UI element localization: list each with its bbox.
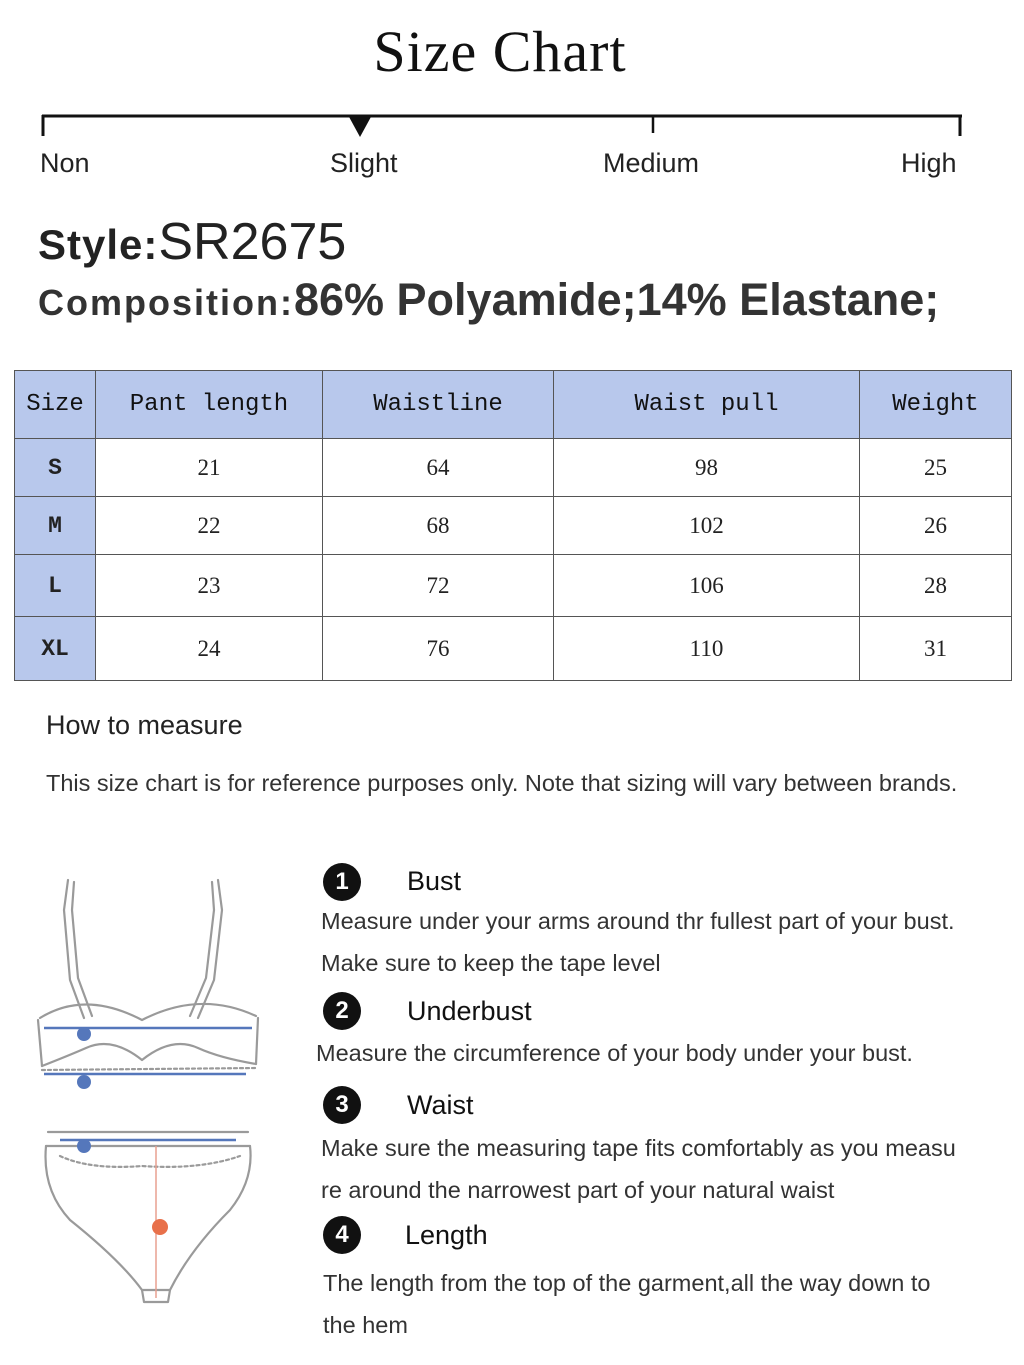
table-cell: 76 — [323, 617, 554, 681]
table-row — [15, 497, 1012, 555]
header-waist-pull: Waist pull — [554, 371, 860, 439]
table-cell: 21 — [96, 439, 323, 497]
table-cell: 64 — [323, 439, 554, 497]
table-header-row — [15, 371, 1012, 439]
stretch-level-slight: Slight — [330, 148, 398, 178]
stretch-scale — [0, 100, 1024, 190]
composition-label: Composition: — [38, 282, 294, 323]
table-cell: 98 — [554, 439, 860, 497]
bust-marker-icon — [77, 1027, 91, 1041]
disclaimer-text: This size chart is for reference purposes only. Note that sizing will vary between brands. — [46, 770, 958, 796]
table-cell: 106 — [554, 555, 860, 617]
stretch-level-high: High — [901, 148, 957, 178]
table-cell: S — [15, 439, 96, 497]
table-row — [15, 617, 1012, 681]
step-waist-title: Waist — [407, 1090, 474, 1120]
table-cell: 31 — [860, 617, 1012, 681]
table-row — [15, 439, 1012, 497]
step-waist-line-2: re around the narrowest part of your natural waist — [321, 1177, 835, 1203]
how-to-measure-heading: How to measure — [46, 710, 243, 740]
step-underbust-title: Underbust — [407, 996, 532, 1026]
header-size: Size — [15, 371, 96, 439]
table-cell: 26 — [860, 497, 1012, 555]
step-length-line-2: the hem — [323, 1312, 408, 1338]
stretch-level-non: Non — [40, 148, 90, 178]
table-cell: 68 — [323, 497, 554, 555]
style-label: Style: — [38, 221, 159, 268]
underbust-marker-icon — [77, 1075, 91, 1089]
table-cell: 23 — [96, 555, 323, 617]
table-cell: M — [15, 497, 96, 555]
step-length-line-1: The length from the top of the garment,all the way down to — [323, 1270, 931, 1296]
stretch-scale-line — [0, 100, 1024, 150]
header-weight: Weight — [860, 371, 1012, 439]
page-title: Size Chart — [373, 19, 627, 84]
table-cell: 25 — [860, 439, 1012, 497]
step-2-number-badge: 2 — [323, 992, 361, 1030]
step-bust-line-2: Make sure to keep the tape level — [321, 950, 661, 976]
table-cell: 24 — [96, 617, 323, 681]
step-length-title: Length — [405, 1220, 488, 1250]
table-cell: 28 — [860, 555, 1012, 617]
waist-marker-icon — [77, 1139, 91, 1153]
length-marker-icon — [152, 1219, 168, 1235]
step-1-number-badge: 1 — [323, 863, 361, 901]
table-cell: 102 — [554, 497, 860, 555]
table-row — [15, 555, 1012, 617]
step-underbust-line-1: Measure the circumference of your body under your bust. — [316, 1040, 913, 1066]
header-pant-length: Pant length — [96, 371, 323, 439]
selected-level-marker-icon — [348, 115, 372, 137]
step-bust-line-1: Measure under your arms around thr fullest part of your bust. — [321, 908, 955, 934]
stretch-level-medium: Medium — [603, 148, 700, 178]
composition-value: 86% Polyamide;14% Elastane; — [293, 274, 940, 325]
table-cell: L — [15, 555, 96, 617]
step-4-number-badge: 4 — [323, 1216, 361, 1254]
style-value: SR2675 — [158, 213, 347, 271]
table-cell: XL — [15, 617, 96, 681]
table-cell: 72 — [323, 555, 554, 617]
size-table — [14, 370, 1012, 681]
table-cell: 110 — [554, 617, 860, 681]
step-waist-line-1: Make sure the measuring tape fits comfortably as you measu — [321, 1135, 956, 1161]
step-3-number-badge: 3 — [323, 1086, 361, 1124]
style-line — [38, 212, 346, 272]
composition-line — [38, 274, 939, 326]
header-waistline: Waistline — [323, 371, 554, 439]
table-cell: 22 — [96, 497, 323, 555]
step-bust-title: Bust — [407, 866, 462, 896]
bikini-measurement-illustration — [30, 870, 270, 1310]
